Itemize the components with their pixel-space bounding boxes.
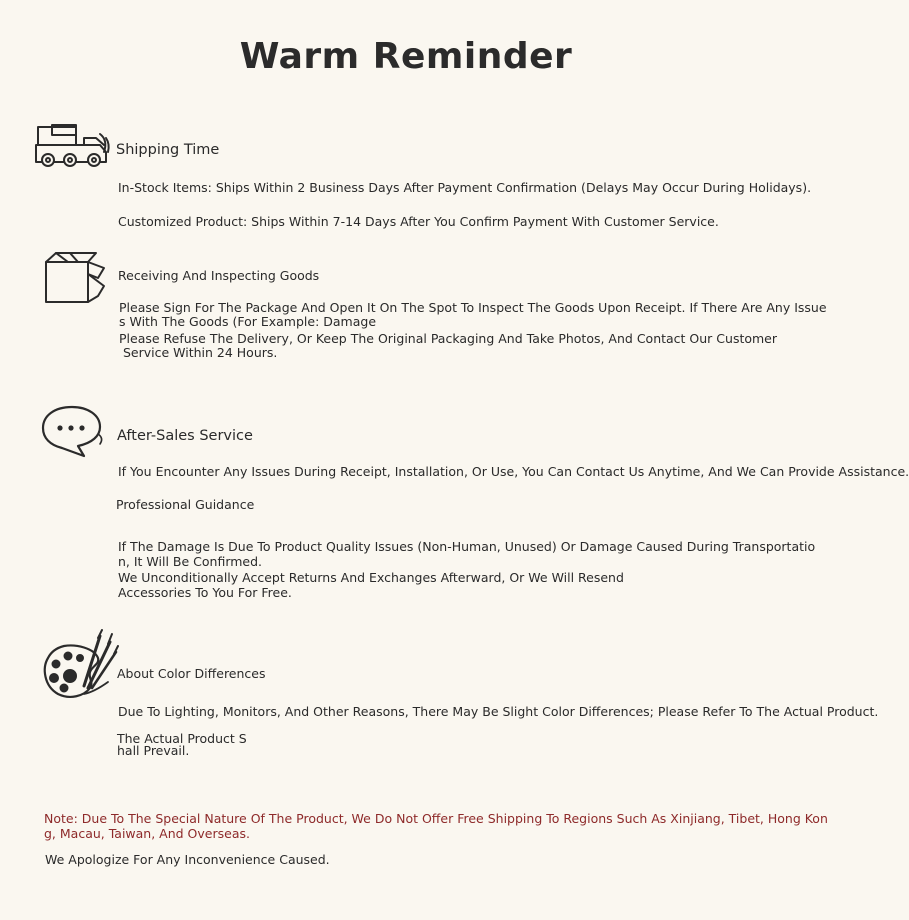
page-title: Warm Reminder (239, 36, 573, 77)
shipping-time-heading: Shipping Time (116, 142, 220, 158)
in-stock-text: In-Stock Items: Ships Within 2 Business Days After Payment Confirmation (Delays May Occur During Holidays). (118, 180, 812, 195)
contact-text: If You Encounter Any Issues During Receipt, Installation, Or Use, You Can Contact Us Anytime, And We Can Provide Assistance. (118, 464, 909, 479)
note-text-line1: Note: Due To The Special Nature Of The Product, We Do Not Offer Free Shipping To Regions Such As Xinjiang, Tibet, Hong Kon (44, 811, 828, 826)
apology-text: We Apologize For Any Inconvenience Caused. (45, 852, 330, 867)
palette-icon (40, 628, 118, 700)
refuse-text-line1: Please Refuse The Delivery, Or Keep The Original Packaging And Take Photos, And Contact Our Customer (119, 331, 778, 346)
refuse-text-line2: Service Within 24 Hours. (119, 345, 278, 360)
after-sales-heading: After-Sales Service (117, 428, 253, 444)
receiving-heading: Receiving And Inspecting Goods (118, 268, 320, 283)
accept-text-line1: We Unconditionally Accept Returns And Exchanges Afterward, Or We Will Resend (118, 570, 624, 585)
color-body-text: Due To Lighting, Monitors, And Other Reasons, There May Be Slight Color Differences; Please Refer To The Actual Product. (118, 704, 879, 719)
accept-text-line2: Accessories To You For Free. (118, 585, 292, 600)
note-text-line2: g, Macau, Taiwan, And Overseas. (44, 826, 250, 841)
damage-text-line1: If The Damage Is Due To Product Quality Issues (Non-Human, Unused) Or Damage Caused During Transportatio (118, 539, 816, 554)
customized-text: Customized Product: Ships Within 7-14 Days After You Confirm Payment With Customer Service. (118, 214, 719, 229)
sign-text-line2: s With The Goods (For Example: Damage (119, 314, 377, 329)
guidance-text: Professional Guidance (116, 497, 255, 512)
chat-bubble-icon (40, 404, 106, 460)
actual-product-line1: The Actual Product S (117, 731, 247, 746)
damage-text-line2: n, It Will Be Confirmed. (118, 554, 263, 569)
color-differences-heading: About Color Differences (117, 666, 266, 681)
sign-text-line1: Please Sign For The Package And Open It On The Spot To Inspect The Goods Upon Receipt. If There Are Any Issue (119, 300, 827, 315)
box-icon (42, 250, 108, 306)
truck-icon (34, 124, 114, 170)
actual-product-line2: hall Prevail. (117, 743, 190, 758)
